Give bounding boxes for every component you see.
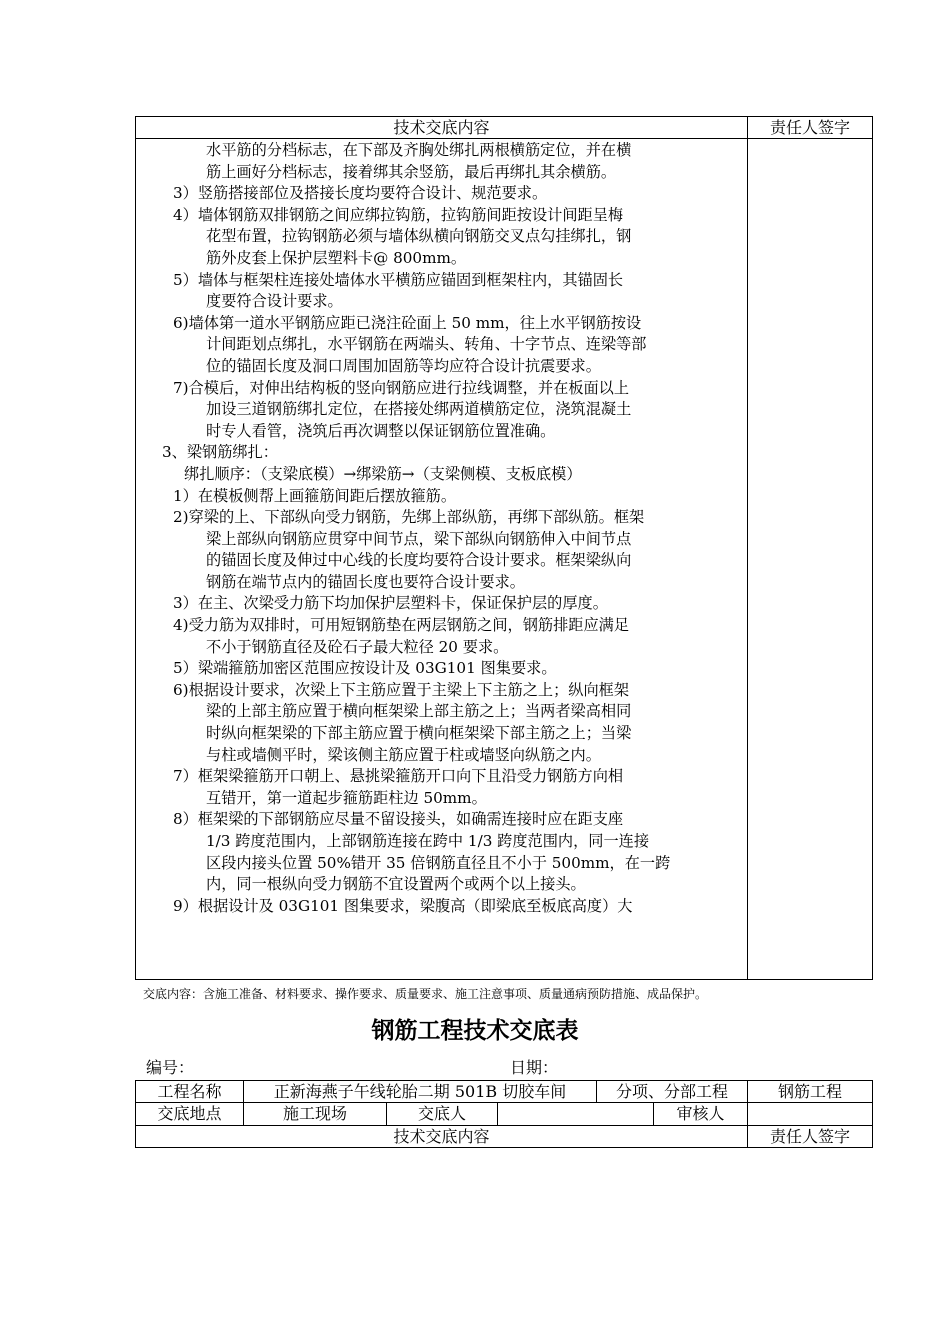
- content-line: 6)根据设计要求，次梁上下主筋应置于主梁上下主筋之上；纵向框架: [173, 680, 630, 699]
- content-line: 水平筋的分档标志，在下部及齐胸处绑扎两根横筋定位，并在横: [206, 141, 632, 159]
- content-line: 钢筋在端节点内的锚固长度也要符合设计要求。: [206, 572, 525, 591]
- content-line: 3、梁钢筋绑扎：: [162, 443, 278, 462]
- content-line: 区段内接头位置 50%错开 35 倍钢筋直径且不小于 500mm，在一跨: [206, 853, 671, 872]
- content-line: 度要符合设计要求。: [206, 292, 343, 311]
- content-line: 8）框架梁的下部钢筋应尽量不留设接头，如确需连接时应在距支座: [173, 810, 624, 829]
- disclosure-content-body: [140, 140, 744, 917]
- content-line: 3）在主、次梁受力筋下均加保护层塑料卡，保证保护层的厚度。: [173, 594, 608, 613]
- content-column-header: 技术交底内容: [393, 118, 490, 137]
- content-line: 5）墙体与框架柱连接处墙体水平横筋应锚固到框架柱内，其锚固长: [173, 270, 624, 289]
- content-line: 加设三道钢筋绑扎定位，在搭接处绑两道横筋定位，浇筑混凝土: [206, 400, 632, 419]
- content-line: 4）墙体钢筋双排钢筋之间应绑拉钩筋，拉钩筋间距按设计间距呈梅: [173, 205, 624, 224]
- location-label: 交底地点: [157, 1104, 222, 1123]
- content-line: 互错开，第一道起步箍筋距柱边 50mm。: [206, 788, 487, 807]
- subdivision-label: 分项、分部工程: [615, 1082, 728, 1101]
- form-title: 钢筋工程技术交底表: [371, 1018, 579, 1044]
- content-line: 2)穿梁的上、下部纵向受力钢筋，先绑上部纵筋，再绑下部纵筋。框架: [173, 508, 645, 527]
- content-line: 时纵向框架梁的下部主筋应置于横向框架梁下部主筋之上；当梁: [206, 724, 632, 743]
- form-row-divider: [135, 1102, 873, 1103]
- content-line: 花型布置，拉钩钢筋必须与墙体纵横向钢筋交叉点勾挂绑扎，钢: [206, 227, 632, 246]
- content-line: 6)墙体第一道水平钢筋应距已浇注砼面上 50 mm，往上水平钢筋按设: [173, 313, 642, 332]
- content-line: 内，同一根纵向受力钢筋不宜设置两个或两个以上接头。: [206, 875, 586, 894]
- project-name-value: 正新海燕子午线轮胎二期 501B 切胶车间: [273, 1082, 567, 1101]
- content-line: 筋上画好分档标志，接着绑其余竖筋，最后再绑扎其余横筋。: [206, 162, 617, 181]
- number-label: 编号：: [146, 1058, 195, 1077]
- form-cell-divider: [747, 1102, 748, 1125]
- content-line: 7)合模后，对伸出结构板的竖向钢筋应进行拉线调整，并在板面以上: [173, 378, 630, 397]
- reviewer-label: 审核人: [676, 1104, 725, 1123]
- table-header-divider: [135, 138, 873, 139]
- content-line: 1/3 跨度范围内，上部钢筋连接在跨中 1/3 跨度范围内，同一连接: [206, 832, 650, 850]
- content-line: 与柱或墙侧平时，梁该侧主筋应置于柱或墙竖向纵筋之内。: [206, 745, 601, 764]
- content-line: 绑扎顺序：（支梁底模）→绑梁筋→（支梁侧模、支板底模）: [184, 464, 582, 483]
- content-label: 技术交底内容: [393, 1127, 490, 1146]
- table-column-divider: [747, 116, 748, 980]
- presenter-label: 交底人: [417, 1104, 466, 1123]
- signature-label: 责任人签字: [769, 1127, 850, 1146]
- form-row-divider: [135, 1125, 873, 1126]
- content-line: 不小于钢筋直径及砼石子最大粒径 20 要求。: [206, 637, 509, 656]
- project-name-label: 工程名称: [157, 1082, 222, 1101]
- signature-column-header: 责任人签字: [769, 118, 850, 137]
- footnote: 交底内容：含施工准备、材料要求、操作要求、质量要求、施工注意事项、质量通病预防措施、成品保护。: [143, 987, 708, 1001]
- content-line: 5）梁端箍筋加密区范围应按设计及 03G101 图集要求。: [173, 659, 557, 678]
- content-line: 时专人看管，浇筑后再次调整以保证钢筋位置准确。: [206, 421, 556, 440]
- content-line: 4)受力筋为双排时，可用短钢筋垫在两层钢筋之间，钢筋排距应满足: [173, 616, 630, 635]
- date-label: 日期：: [510, 1058, 559, 1077]
- content-line: 的锚固长度及伸过中心线的长度均要符合设计要求。框架梁纵向: [206, 551, 632, 570]
- subdivision-value: 钢筋工程: [777, 1082, 842, 1101]
- content-line: 3）竖筋搭接部位及搭接长度均要符合设计、规范要求。: [173, 184, 548, 203]
- content-line: 梁的上部主筋应置于横向框架梁上部主筋之上；当两者梁高相同: [206, 702, 632, 721]
- content-line: 9）根据设计及 03G101 图集要求，梁腹高（即梁底至板底高度）大: [173, 896, 633, 915]
- content-line: 筋外皮套上保护层塑料卡@ 800mm。: [206, 248, 467, 267]
- location-value: 施工现场: [282, 1104, 347, 1123]
- content-line: 梁上部纵向钢筋应贯穿中间节点，梁下部纵向钢筋伸入中间节点: [206, 529, 632, 548]
- content-line: 1）在模板侧帮上画箍筋间距后摆放箍筋。: [173, 486, 457, 505]
- form-cell-divider: [497, 1102, 498, 1125]
- content-line: 计间距划点绑扎，水平钢筋在两端头、转角、十字节点、连梁等部: [206, 335, 647, 354]
- content-line: 位的锚固长度及洞口周围加固筋等均应符合设计抗震要求。: [206, 356, 601, 375]
- content-line: 7）框架梁箍筋开口朝上、悬挑梁箍筋开口向下且沿受力钢筋方向相: [173, 767, 624, 786]
